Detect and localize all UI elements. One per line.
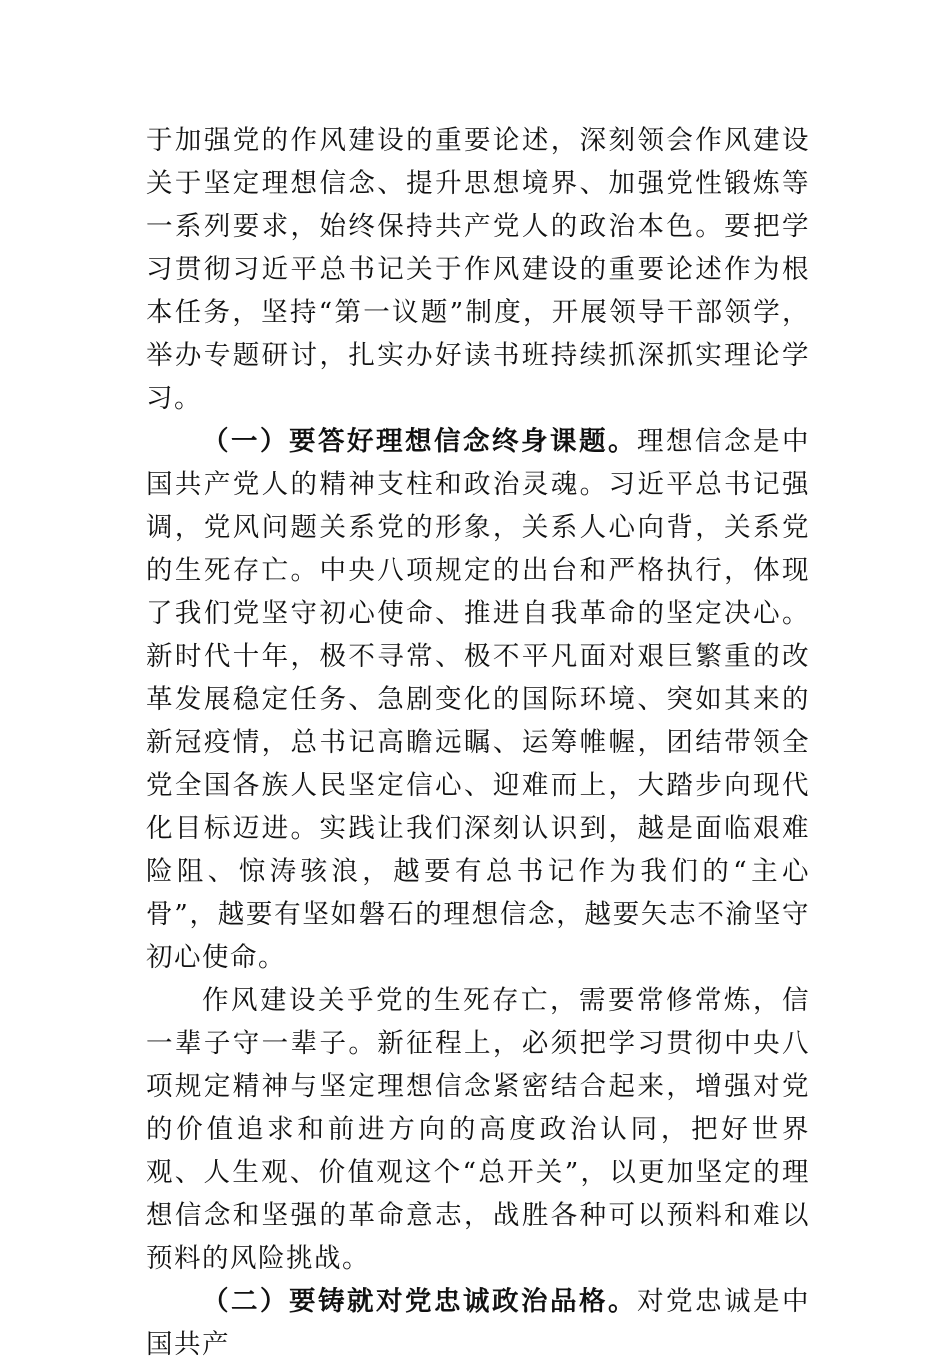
paragraph-text: 于加强党的作风建设的重要论述，深刻领会作风建设关于坚定理想信念、提升思想境界、加强党性锻炼等一系列要求，始终保持共产党人的政治本色。要把学习贯彻习近平总书记关于作风建设的重要论述作为根本任务，坚持“第一议题”制度，开展领导干部领学，举办专题研讨，扎实办好读书班持续抓深抓实理论学习。 <box>146 125 810 414</box>
paragraph-continuation <box>146 119 810 420</box>
paragraph-body <box>146 979 810 1280</box>
document-body <box>146 119 810 1366</box>
paragraph-section-two <box>146 1280 810 1366</box>
paragraph-text: 对党忠诚是中国共产 <box>146 1286 810 1360</box>
paragraph-text: 理想信念是中国共产党人的精神支柱和政治灵魂。习近平总书记强调，党风问题关系党的形象，关系人心向背，关系党的生死存亡。中央八项规定的出台和严格执行，体现了我们党坚守初心使命、推进自我革命的坚定决心。新时代十年，极不寻常、极不平凡面对艰巨繁重的改革发展稳定任务、急剧变化的国际环境、突如其来的新冠疫情，总书记高瞻远瞩、运筹帷幄，团结带领全党全国各族人民坚定信心、迎难而上，大踏步向现代化目标迈进。实践让我们深刻认识到，越是面临艰难险阻、惊涛骇浪，越要有总书记作为我们的“主心骨”，越要有坚如磐石的理想信念，越要矢志不渝坚守初心使命。 <box>146 426 810 973</box>
section-heading: （二）要铸就对党忠诚政治品格。 <box>202 1286 637 1317</box>
section-heading: （一）要答好理想信念终身课题。 <box>202 426 637 457</box>
paragraph-text: 作风建设关乎党的生死存亡，需要常修常炼，信一辈子守一辈子。新征程上，必须把学习贯彻中央八项规定精神与坚定理想信念紧密结合起来，增强对党的价值追求和前进方向的高度政治认同，把好世界观、人生观、价值观这个“总开关”，以更加坚定的理想信念和坚强的革命意志，战胜各种可以预料和难以预料的风险挑战。 <box>146 985 810 1274</box>
paragraph-section-one <box>146 420 810 979</box>
